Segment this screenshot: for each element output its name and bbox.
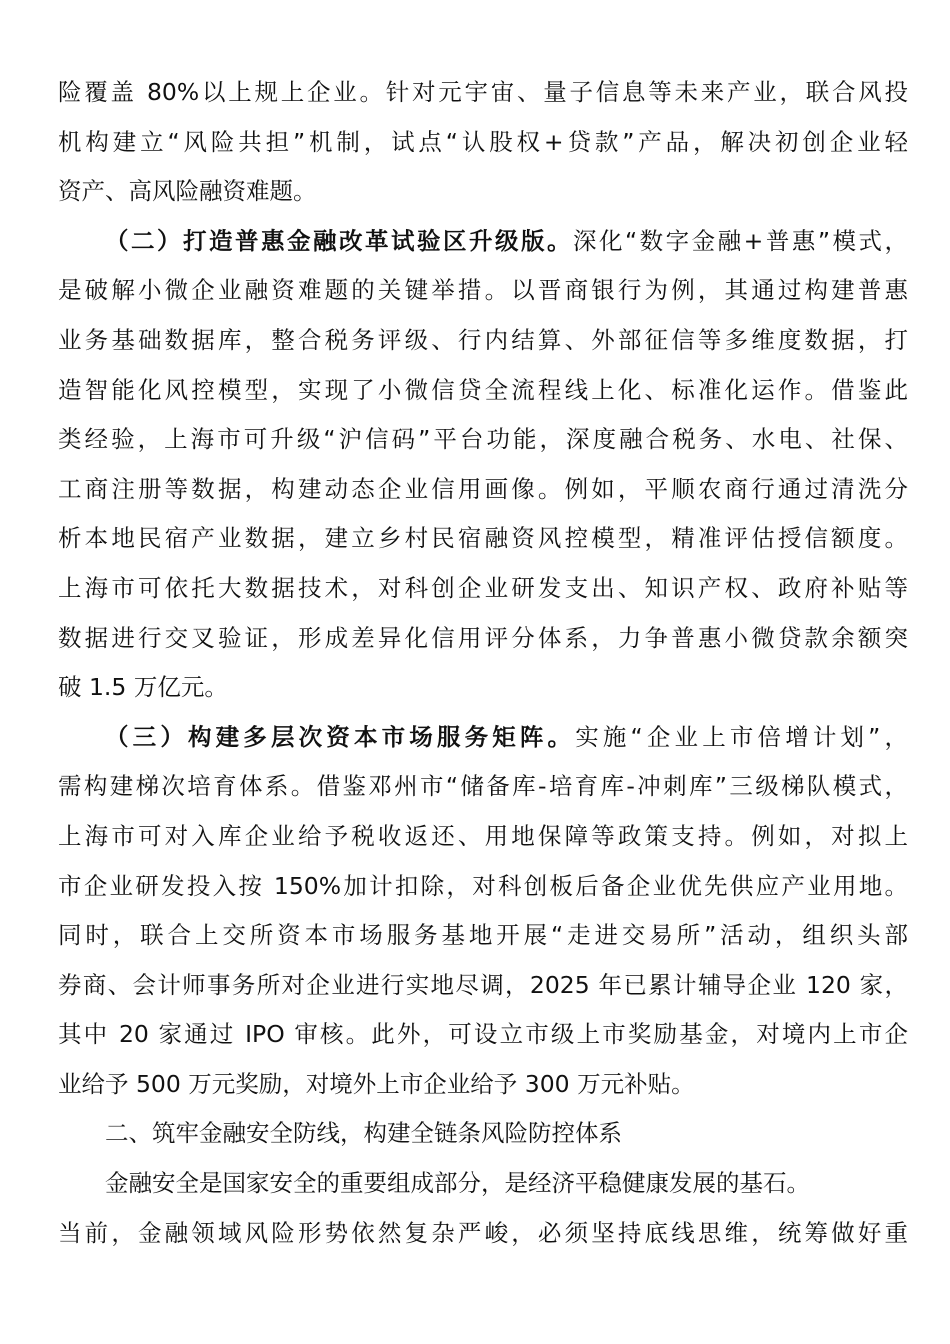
- text-line: 同时，联合上交所资本市场服务基地开展“走进交易所”活动，组织头部: [58, 921, 908, 950]
- text-line: 析本地民宿产业数据，建立乡村民宿融资风控模型，精准评估授信额度。: [58, 524, 908, 553]
- text-line: 破 1.5 万亿元。: [58, 673, 228, 702]
- text-line: 资产、高风险融资难题。: [58, 177, 317, 206]
- text-line: [58, 217, 908, 267]
- text-run: 深化“数字金融+普惠”模式，: [572, 226, 908, 255]
- section-title: 二、筑牢金融安全防线，构建全链条风险防控体系: [105, 1119, 622, 1148]
- text-line: 造智能化风控模型，实现了小微信贷全流程线上化、标准化运作。借鉴此: [58, 375, 908, 404]
- paragraph-2: [58, 217, 908, 713]
- paragraph-1: [58, 68, 908, 217]
- text-line: 数据进行交叉验证，形成差异化信用评分体系，力争普惠小微贷款余额突: [58, 623, 908, 652]
- text-line: 券商、会计师事务所对企业进行实地尽调，2025 年已累计辅导企业 120 家，: [58, 970, 908, 999]
- paragraph-3: [58, 713, 908, 1110]
- text-line: 上海市可对入库企业给予税收返还、用地保障等政策支持。例如，对拟上: [58, 821, 908, 850]
- text-line: 是破解小微企业融资难题的关键举措。以晋商银行为例，其通过构建普惠: [58, 276, 908, 305]
- text-line: 市企业研发投入按 150%加计扣除，对科创板后备企业优先供应产业用地。: [58, 871, 908, 900]
- text-line: 业给予 500 万元奖励，对境外上市企业给予 300 万元补贴。: [58, 1069, 695, 1098]
- text-line: 其中 20 家通过 IPO 审核。此外，可设立市级上市奖励基金，对境内上市企: [58, 1020, 908, 1049]
- section-heading: [58, 1109, 908, 1159]
- text-line: [58, 713, 908, 763]
- text-line: 金融安全是国家安全的重要组成部分，是经济平稳健康发展的基石。: [105, 1169, 810, 1198]
- text-line: 上海市可依托大数据技术，对科创企业研发支出、知识产权、政府补贴等: [58, 573, 908, 602]
- text-line: 工商注册等数据，构建动态企业信用画像。例如，平顺农商行通过清洗分: [58, 474, 908, 503]
- text-line: 当前，金融领域风险形势依然复杂严峻，必须坚持底线思维，统筹做好重: [58, 1218, 908, 1247]
- text-line: 业务基础数据库，整合税务评级、行内结算、外部征信等多维度数据，打: [58, 325, 908, 354]
- text-line: 险覆盖 80%以上规上企业。针对元宇宙、量子信息等未来产业，联合风投: [58, 78, 908, 106]
- subsection-heading: （二）打造普惠金融改革试验区升级版。: [105, 226, 573, 255]
- paragraph-5: [58, 1159, 908, 1258]
- text-line: 机构建立“风险共担”机制，试点“认股权+贷款”产品，解决初创企业轻: [58, 127, 908, 156]
- document-body: [58, 68, 908, 1258]
- text-line: 类经验，上海市可升级“沪信码”平台功能，深度融合税务、水电、社保、: [58, 425, 908, 454]
- text-line: 需构建梯次培育体系。借鉴邓州市“储备库-培育库-冲刺库”三级梯队模式，: [58, 772, 908, 801]
- subsection-heading: （三）构建多层次资本市场服务矩阵。: [105, 722, 576, 751]
- text-run: 实施“企业上市倍增计划”，: [575, 722, 908, 751]
